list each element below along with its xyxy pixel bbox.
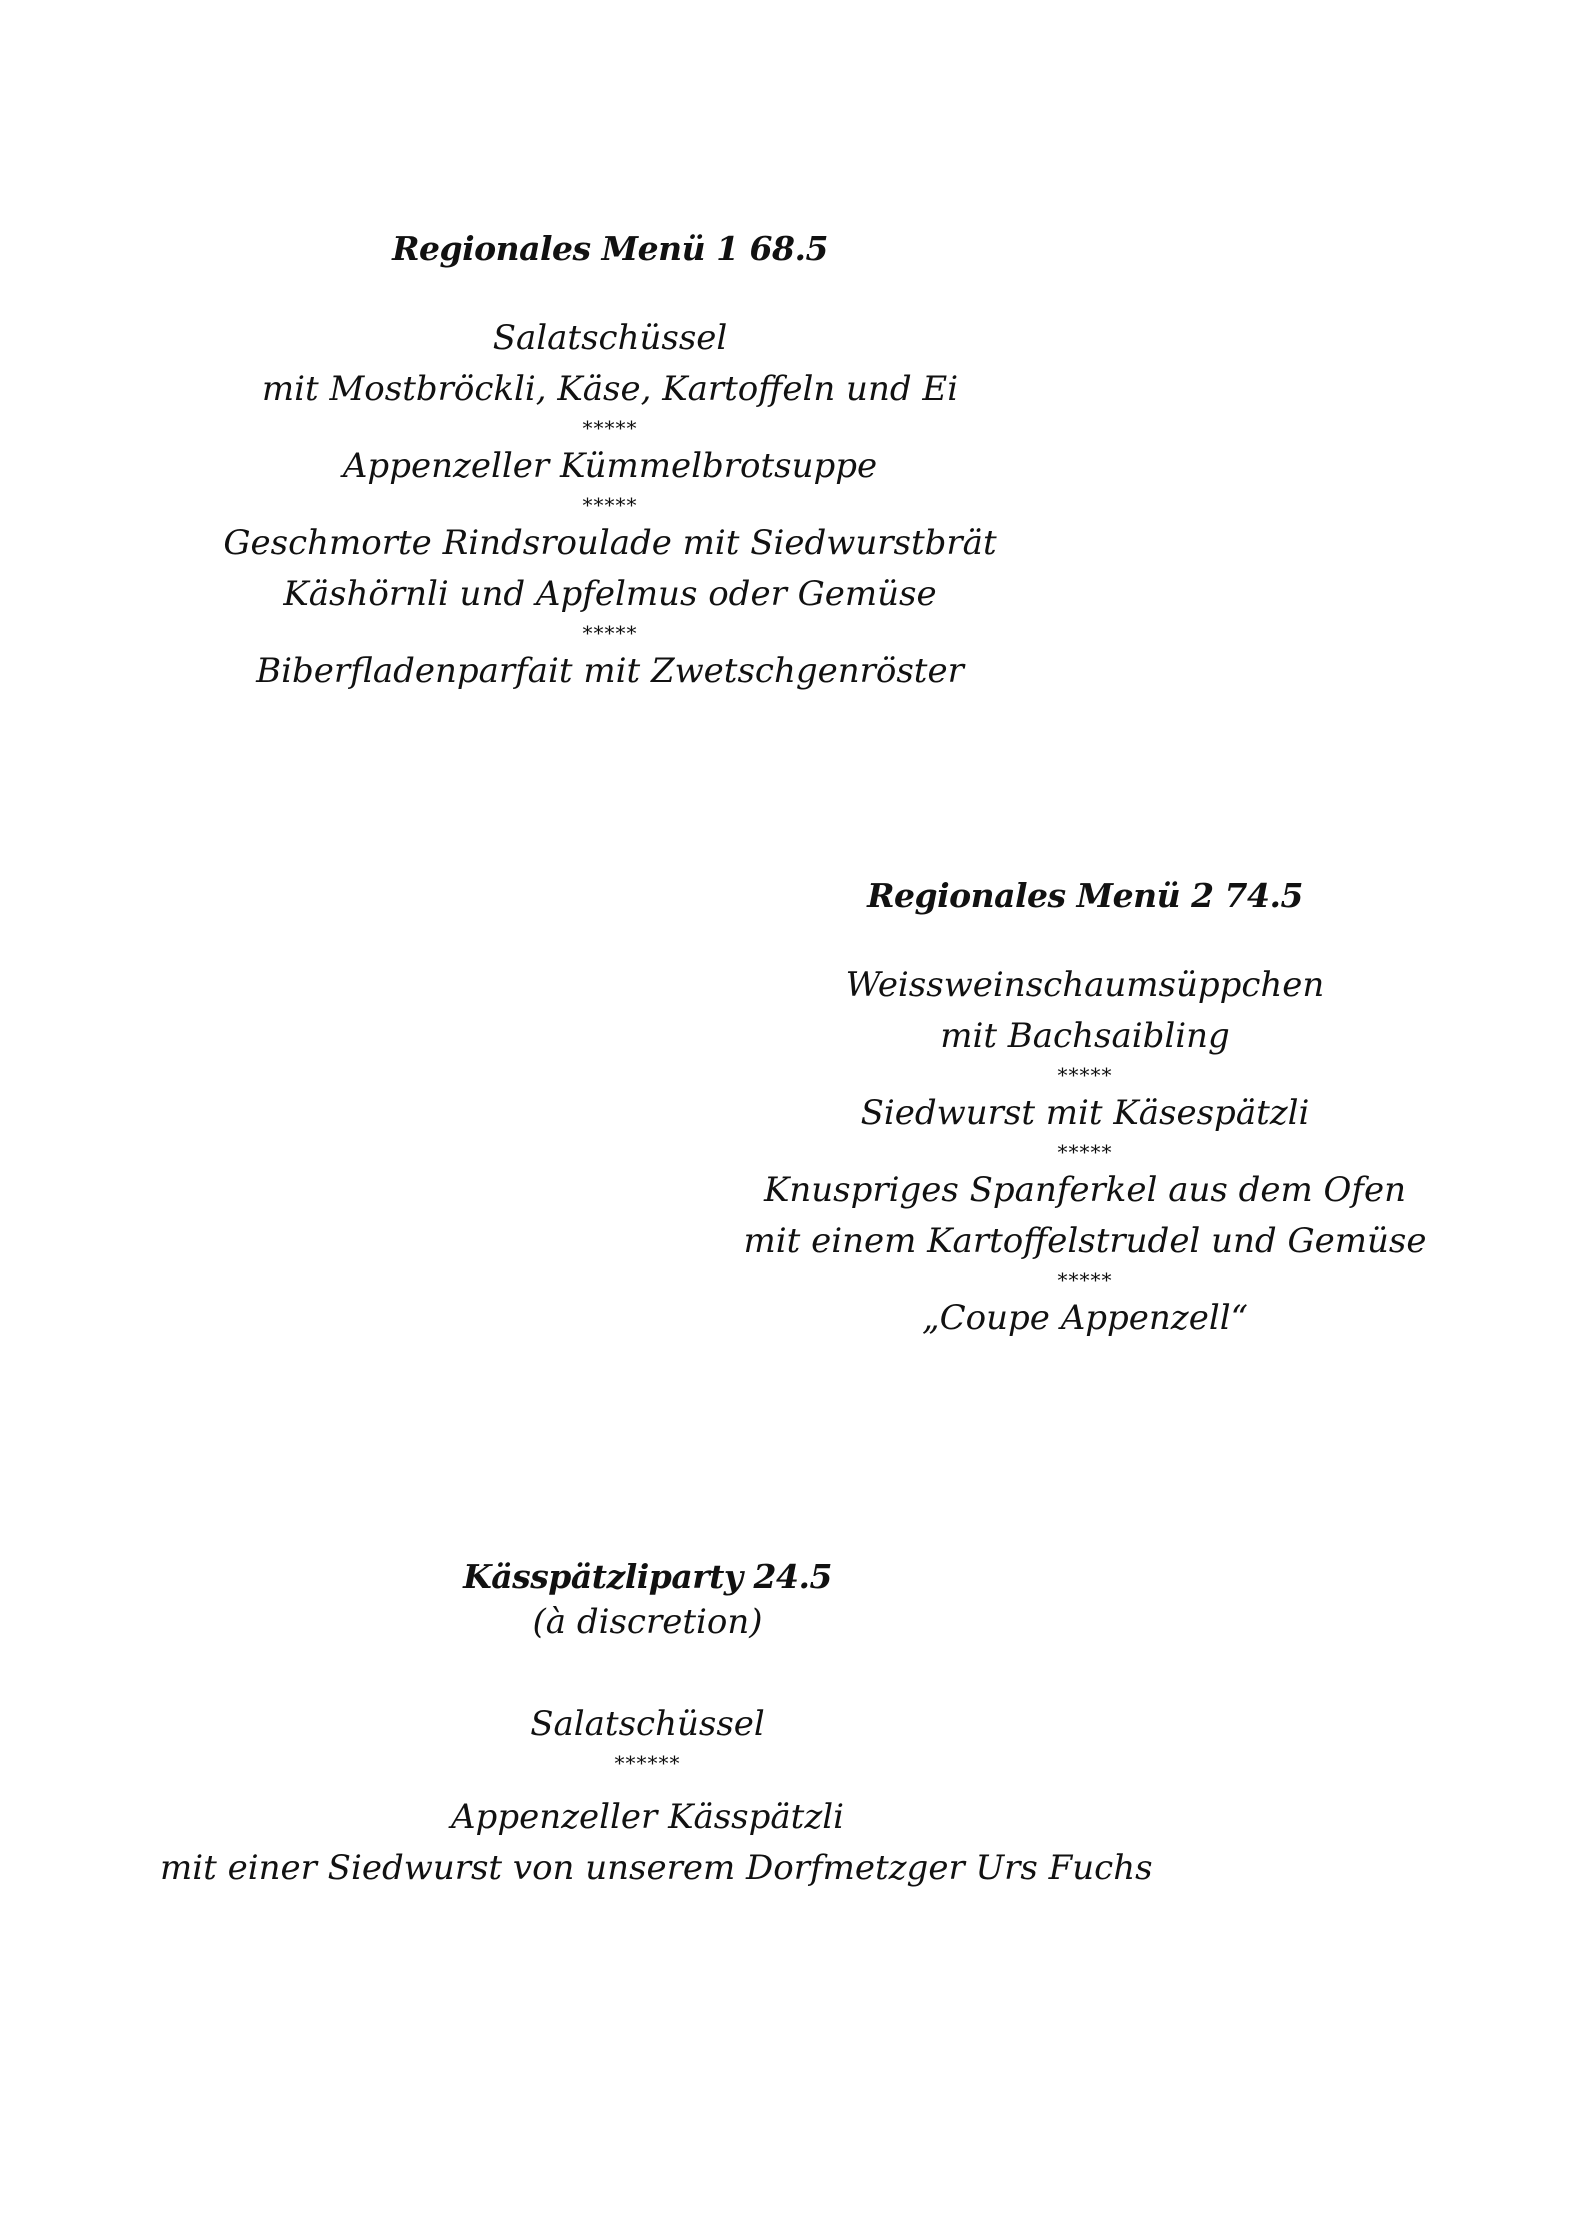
menu-1-separator-3: ***** [582,621,638,645]
menu-1-course-3: Geschmorte Rindsroulade mit Siedwurstbrät [223,523,997,563]
menu-1-course-2: Appenzeller Kümmelbrotsuppe [342,446,878,486]
party-course-2: Appenzeller Kässpätzli [451,1797,844,1837]
party-title: Kässpätzliparty 24.5 [463,1557,832,1596]
menu-2 [700,876,1470,1344]
party-course-2-detail: mit einer Siedwurst von unserem Dorfmetzger Urs Fuchs [160,1848,1153,1888]
menu-2-course-2: Siedwurst mit Käsespätzli [860,1093,1310,1133]
menu-1-course-1-detail: mit Mostbröckli, Käse, Kartoffeln und Ei [261,369,959,409]
menu-2-separator-3: ***** [1057,1268,1113,1292]
menu-1-course-1: Salatschüssel [492,318,728,358]
party-subtitle: (à discretion) [532,1602,763,1642]
menu-1-title: Regionales Menü 1 68.5 [392,229,828,268]
menu-1-separator-1: ***** [582,416,638,440]
party-course-1: Salatschüssel [530,1704,765,1744]
menu-2-course-1: Weissweinschaumsüppchen [845,965,1325,1005]
menu-1 [210,229,1010,697]
menu-2-course-3-detail: mit einem Kartoffelstrudel und Gemüse [743,1221,1427,1261]
menu-2-title: Regionales Menü 2 74.5 [867,876,1303,915]
menu-2-course-1-detail: mit Bachsaibling [940,1016,1230,1056]
menu-1-separator-2: ***** [582,493,638,517]
menu-1-dessert: Biberfladenparfait mit Zwetschgenröster [256,651,964,691]
menu-2-dessert: „Coupe Appenzell“ [922,1298,1248,1338]
party-menu [160,1557,1153,1894]
menu-2-separator-2: ***** [1057,1140,1113,1164]
menu-1-course-3-detail: Käshörnli und Apfelmus oder Gemüse [283,574,937,614]
menu-2-course-3: Knuspriges Spanferkel aus dem Ofen [763,1170,1407,1210]
party-separator: ****** [614,1751,681,1775]
menu-2-separator-1: ***** [1057,1063,1113,1087]
